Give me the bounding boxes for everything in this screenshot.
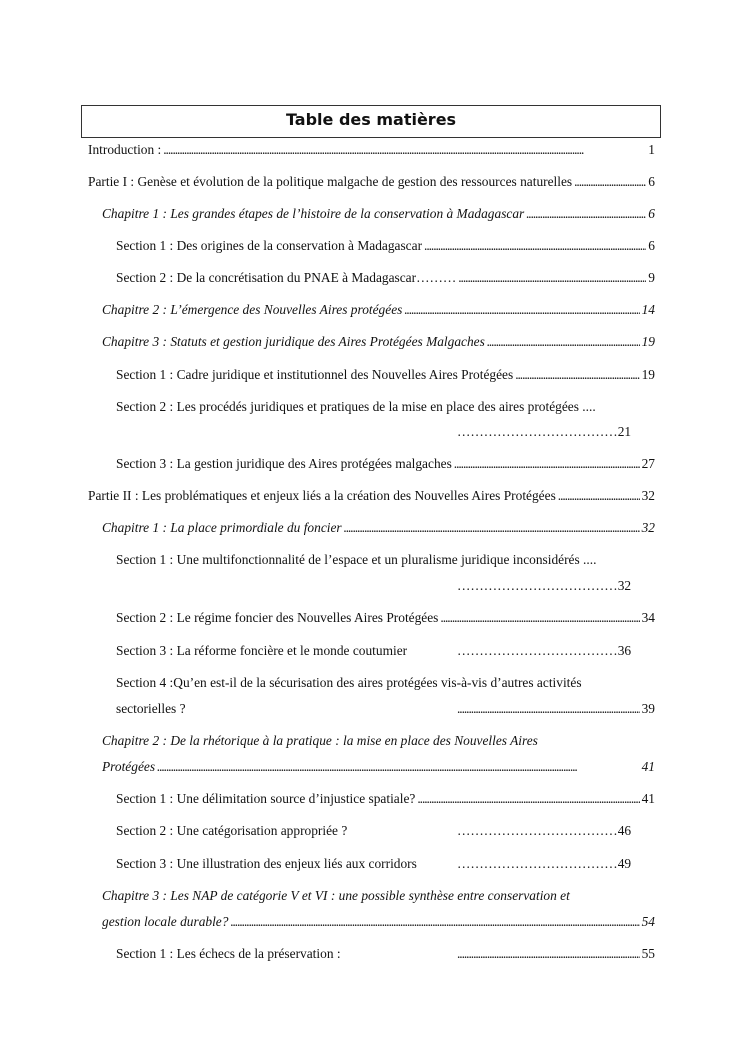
page-number: 39 (641, 701, 655, 716)
page-number: 34 (641, 610, 655, 625)
entry-text: sectorielles ? (116, 701, 186, 716)
entry-text: Section 3 : Une illustration des enjeux liés aux corridors (116, 856, 417, 871)
toc-entry-partie-1[interactable] (88, 174, 655, 190)
page-leader: ………………………………32 (457, 578, 632, 593)
entry-text: Partie I : Genèse et évolution de la politique malgache de gestion des ressources naturelles (88, 174, 573, 189)
entry-text: Chapitre 3 : Les NAP de catégorie V et VI : une possible synthèse entre conservation et (102, 888, 570, 903)
dot-leader (230, 914, 639, 930)
dot-leader (440, 610, 639, 626)
entry-text: gestion locale durable? (102, 914, 229, 929)
page-number: 1 (648, 142, 655, 157)
entry-text: Chapitre 3 : Statuts et gestion juridique des Aires Protégées Malgaches (102, 334, 485, 349)
toc-entry-chapitre[interactable] (102, 733, 538, 749)
page-number: 6 (648, 206, 655, 221)
entry-text: Section 1 : Une délimitation source d’injustice spatiale? (116, 791, 416, 806)
page-leader: ………………………………49 (457, 856, 632, 871)
toc-entry-introduction[interactable] (88, 142, 655, 158)
entry-text: Section 2 : Le régime foncier des Nouvelles Aires Protégées (116, 610, 439, 625)
entry-text: Section 2 : Les procédés juridiques et pratiques de la mise en place des aires protégées .... (116, 399, 596, 414)
toc-entry-continuation (457, 578, 631, 594)
toc-entry-page-leader (457, 701, 655, 717)
page-number: 32 (641, 488, 655, 503)
toc-entry-section[interactable] (116, 238, 655, 254)
toc-entry-chapitre[interactable] (102, 888, 570, 904)
page-number: 55 (641, 946, 655, 961)
dot-leader (157, 759, 640, 775)
dot-leader (163, 142, 646, 158)
entry-text: Section 4 :Qu’en est-il de la sécurisation des aires protégées vis-à-vis d’autres activités (116, 675, 582, 690)
toc-entry-section[interactable] (116, 791, 655, 807)
dot-leader (344, 520, 640, 536)
toc-entry-chapitre[interactable] (102, 302, 655, 318)
toc-entry-page-leader (457, 643, 631, 659)
entry-text: Section 3 : La gestion juridique des Aires protégées malgaches (116, 456, 452, 471)
dot-leader (458, 270, 646, 286)
page-number: 6 (648, 238, 655, 253)
entry-text: Section 1 : Cadre juridique et institutionnel des Nouvelles Aires Protégées (116, 367, 514, 382)
toc-entry-section[interactable] (116, 399, 596, 415)
toc-entry-continuation (102, 914, 655, 930)
toc-entry-section[interactable] (116, 643, 407, 659)
toc-entry-section[interactable] (116, 946, 341, 962)
toc-entry-page-leader (457, 856, 631, 872)
dot-leader (526, 206, 646, 222)
dot-leader (574, 174, 646, 190)
toc-entry-section[interactable] (116, 823, 347, 839)
entry-text: Section 3 : La réforme foncière et le monde coutumier (116, 643, 408, 658)
page-leader: ………………………………36 (457, 643, 632, 658)
toc-entry-chapitre[interactable] (102, 206, 655, 222)
page-number: 19 (641, 334, 655, 349)
toc-entry-section[interactable] (116, 270, 655, 286)
entry-text: Protégées (102, 759, 156, 774)
toc-entry-partie-2[interactable] (88, 488, 655, 504)
dot-leader (457, 701, 640, 717)
entry-text: Chapitre 2 : L’émergence des Nouvelles Aires protégées (102, 302, 403, 317)
page-number: 14 (641, 302, 655, 317)
toc-entry-continuation-text (116, 701, 186, 717)
page-leader: ………………………………21 (457, 424, 632, 439)
page-number: 27 (641, 456, 655, 471)
toc-entry-page-leader (457, 946, 655, 962)
entry-text: Section 2 : Une catégorisation appropriée ? (116, 823, 348, 838)
toc-entry-chapitre[interactable] (102, 334, 655, 350)
toc-entry-continuation (102, 759, 655, 775)
dot-leader (417, 791, 639, 807)
toc-entry-section[interactable] (116, 367, 655, 383)
entry-text: Partie II : Les problématiques et enjeux liés a la création des Nouvelles Aires Protégées (88, 488, 556, 503)
page-number: 19 (641, 367, 655, 382)
toc-entry-section[interactable] (116, 456, 655, 472)
toc-entry-section[interactable] (116, 675, 582, 691)
ellipsis-leader: ……… (416, 270, 457, 285)
page-leader: ………………………………46 (457, 823, 632, 838)
dot-leader (487, 334, 640, 350)
page-number: 41 (641, 791, 655, 806)
page-number: 41 (641, 759, 655, 774)
dot-leader (404, 302, 639, 318)
dot-leader (558, 488, 640, 504)
dot-leader (515, 367, 639, 383)
entry-text: Introduction : (88, 142, 162, 157)
dot-leader (424, 238, 646, 254)
page-number: 32 (641, 520, 655, 535)
toc-entry-continuation (457, 424, 631, 440)
page-number: 6 (648, 174, 655, 189)
entry-text: Section 2 : De la concrétisation du PNAE à Madagascar (116, 270, 417, 285)
page-number: 9 (648, 270, 655, 285)
entry-text: Section 1 : Une multifonctionnalité de l’espace et un pluralisme juridique inconsidérés .... (116, 552, 597, 567)
dot-leader (454, 456, 640, 472)
entry-text: Section 1 : Des origines de la conservation à Madagascar (116, 238, 423, 253)
toc-title: Table des matières (81, 105, 661, 138)
entry-text: Section 1 : Les échecs de la préservation : (116, 946, 341, 961)
toc-entry-section[interactable] (116, 856, 417, 872)
toc-entry-page-leader (457, 823, 631, 839)
entry-text: Chapitre 1 : Les grandes étapes de l’histoire de la conservation à Madagascar (102, 206, 525, 221)
entry-text: Chapitre 2 : De la rhétorique à la pratique : la mise en place des Nouvelles Aires (102, 733, 538, 748)
entry-text: Chapitre 1 : La place primordiale du foncier (102, 520, 342, 535)
toc-entry-chapitre[interactable] (102, 520, 655, 536)
dot-leader (457, 946, 640, 962)
page-number: 54 (641, 914, 655, 929)
toc-entry-section[interactable] (116, 552, 596, 568)
toc-entry-section[interactable] (116, 610, 655, 626)
